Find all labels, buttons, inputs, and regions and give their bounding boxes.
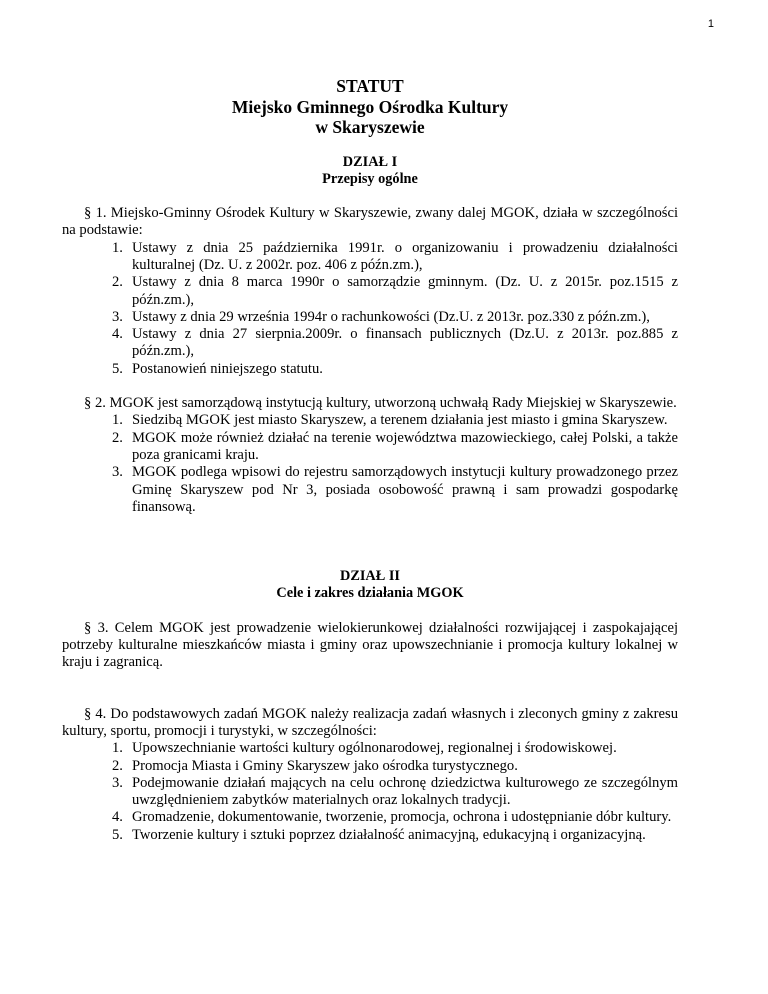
list-item: 4. Gromadzenie, dokumentowanie, tworzenie, promocja, ochrona i udostępnianie dóbr kultury.	[112, 809, 672, 826]
list-item: 1. Ustawy z dnia 25 października 1991r. o organizowaniu i prowadzeniu działalności kulturalnej (Dz. U. z 2002r. poz. 406 z późn.zm.),	[112, 239, 678, 273]
section-2-heading: DZIAŁ II	[340, 568, 400, 585]
paragraph-4: § 4. Do podstawowych zadań MGOK należy realizacja zadań własnych i zleconych gminy z zakresu kultury, sportu, promocji i turystyki, w szczególności:	[62, 705, 678, 739]
paragraph-2-list	[62, 412, 678, 516]
list-item: 1. Siedzibą MGOK jest miasto Skaryszew, a terenem działania jest miasto i gmina Skaryszew.	[112, 412, 668, 429]
paragraph-1-list	[62, 240, 678, 378]
paragraph-2: § 2. MGOK jest samorządową instytucją kultury, utworzoną uchwałą Rady Miejskiej w Skaryszewie.	[84, 395, 677, 412]
list-item: 2. MGOK może również działać na terenie województwa mazowieckiego, całej Polski, a także poza granicami kraju.	[112, 429, 678, 463]
list-item: 2. Promocja Miasta i Gminy Skaryszew jako ośrodka turystycznego.	[112, 757, 518, 774]
section-1-subheading: Przepisy ogólne	[322, 170, 418, 187]
paragraph-4-list	[62, 740, 678, 844]
page-number: 1	[707, 18, 714, 30]
paragraph-3: § 3. Celem MGOK jest prowadzenie wielokierunkowej działalności rozwijającej i zaspokajającej potrzeby kulturalne mieszkańców miasta i gminy oraz upowszechnianie i promocja kultury lokalnej w kraju i zagranicą.	[62, 619, 678, 671]
section-2-subheading: Cele i zakres działania MGOK	[276, 585, 464, 602]
list-item: 3. MGOK podlega wpisowi do rejestru samorządowych instytucji kultury prowadzonego przez Gminę Skaryszew pod Nr 3, posiada osobowość prawną i sam prowadzi gospodarkę finansową.	[112, 464, 678, 515]
list-item: 4. Ustawy z dnia 27 sierpnia.2009r. o finansach publicznych (Dz.U. z 2013r. poz.885 z późn.zm.),	[112, 326, 678, 360]
paragraph-1: § 1. Miejsko-Gminny Ośrodek Kultury w Skaryszewie, zwany dalej MGOK, działa w szczególności na podstawie:	[62, 205, 678, 239]
section-1-heading: DZIAŁ I	[342, 153, 398, 170]
list-item: 1. Upowszechnianie wartości kultury ogólnonarodowej, regionalnej i środowiskowej.	[112, 740, 617, 757]
list-item: 2. Ustawy z dnia 8 marca 1990r o samorządzie gminnym. (Dz. U. z 2015r. poz.1515 z późn.zm.),	[112, 274, 678, 308]
list-item: 3. Podejmowanie działań mających na celu ochronę dziedzictwa kulturowego ze szczególnym uwzględnieniem zabytków materialnych oraz lokalnych tradycji.	[112, 774, 678, 809]
title-line-1: STATUT	[336, 76, 404, 96]
list-item: 5. Postanowień niniejszego statutu.	[112, 360, 323, 377]
list-item: 5. Tworzenie kultury i sztuki poprzez działalność animacyjną, edukacyjną i organizacyjną.	[112, 826, 646, 843]
title-line-3: w Skaryszewie	[315, 117, 425, 137]
document-body	[62, 76, 678, 844]
list-item: 3. Ustawy z dnia 29 września 1994r o rachunkowości (Dz.U. z 2013r. poz.330 z późn.zm.),	[112, 308, 650, 325]
document-title	[62, 76, 678, 138]
title-line-2: Miejsko Gminnego Ośrodka Kultury	[231, 96, 509, 117]
